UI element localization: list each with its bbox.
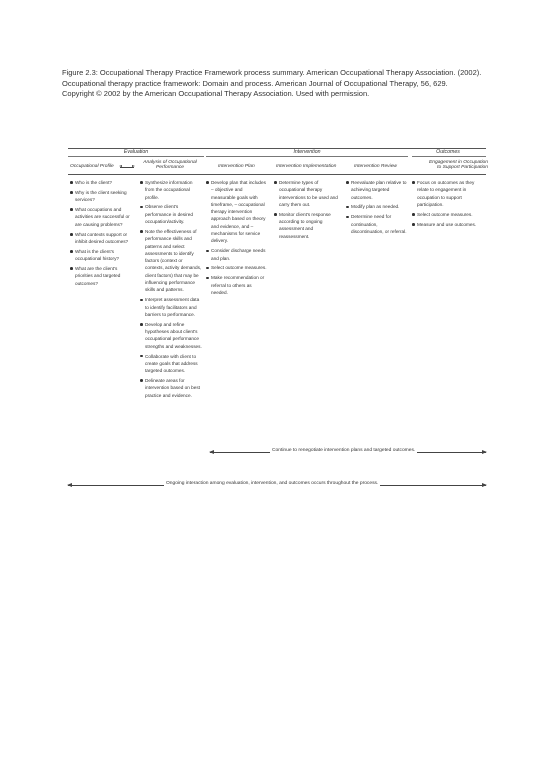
renegotiate-label: Continue to renegotiate intervention plans and targeted outcomes. — [272, 448, 416, 453]
list-item: Determine need for continuation, discontinuation, or referral. — [346, 213, 408, 235]
process-summary-figure — [68, 148, 486, 493]
header-bottom-rule — [68, 174, 486, 175]
list-item: Consider discharge needs and plan. — [206, 247, 268, 262]
renegotiate-arrow — [210, 448, 486, 456]
caption-line-2: Occupational therapy practice framework: Domain and process. American Journal of Occupational Therapy, 56, 629. — [62, 78, 448, 88]
arrowhead-right-icon — [482, 483, 487, 487]
list-item: Observe client's performance in desired occupation/activity. — [140, 203, 202, 225]
ongoing-interaction-arrow — [68, 481, 486, 489]
list-item: Delineate areas for intervention based on best practice and evidence. — [140, 377, 202, 399]
header-intervention-implementation: Intervention Implementation — [276, 164, 337, 169]
ongoing-label: Ongoing interaction among evaluation, intervention, and outcomes occurs throughout the process. — [166, 481, 379, 486]
header-analysis — [134, 160, 206, 171]
list-item: Measure and use outcomes. — [412, 221, 484, 228]
header-analysis-line2: Performance — [156, 165, 184, 171]
list-item: What are the client's priorities and targeted outcomes? — [70, 265, 130, 287]
group-outcomes: Outcomes — [436, 149, 460, 155]
group-intervention: Intervention — [293, 149, 321, 155]
column-occupational-profile — [70, 179, 130, 289]
profile-analysis-arrow — [120, 164, 134, 170]
arrowhead-left-icon — [67, 483, 72, 487]
list-item: Develop and refine hypotheses about client's occupational performance strengths and weaknesses. — [140, 321, 202, 350]
header-intervention-review: Intervention Review — [354, 164, 397, 169]
list-item: Why is the client seeking services? — [70, 189, 130, 204]
list-item: Focus on outcomes as they relate to engagement in occupation to support participation. — [412, 179, 484, 208]
list-item: Interpret assessment data to identify facilitators and barriers to performance. — [140, 296, 202, 318]
caption-line-3: Copyright © 2002 by the American Occupational Therapy Association. Used with permission. — [62, 89, 370, 98]
list-item: Monitor client's response according to ongoing assessment and reassessment. — [274, 211, 340, 240]
column-analysis — [140, 179, 202, 401]
list-item: Who is the client? — [70, 179, 130, 186]
list-item: Develop plan that includes – objective and measurable goals with timeframe, – occupational therapy intervention approach based on theory and evidence, and – mechanisms for service delivery. — [206, 179, 268, 245]
figure-caption — [62, 68, 532, 100]
column-intervention-implementation — [274, 179, 340, 243]
list-item: Note the effectiveness of performance skills and patterns and select assessments to identify factors (context or contexts, activity demands, client factors) that may be influencing performance skills and patterns. — [140, 228, 202, 294]
arrowhead-left-icon — [209, 450, 214, 454]
header-analysis-line1: Analysis of Occupational — [143, 160, 197, 165]
column-intervention-review — [346, 179, 408, 238]
list-item: What contexts support or inhibit desired outcomes? — [70, 231, 130, 246]
list-item: Synthesize information from the occupational profile. — [140, 179, 202, 201]
group-outcomes-rule — [412, 156, 486, 157]
list-item: What occupations and activities are successful or are causing problems? — [70, 206, 130, 228]
column-engagement — [412, 179, 484, 231]
list-item: What is the client's occupational history? — [70, 248, 130, 263]
list-item: Select outcome measures. — [206, 264, 268, 271]
header-occupational-profile: Occupational Profile — [70, 164, 114, 169]
list-item: Collaborate with client to create goals that address targeted outcomes. — [140, 353, 202, 375]
list-item: Determine types of occupational therapy interventions to be used and carry them out. — [274, 179, 340, 208]
arrowhead-right-icon — [482, 450, 487, 454]
group-intervention-rule — [206, 156, 408, 157]
header-engagement-line2: to Support Participation — [437, 165, 488, 171]
list-item: Make recommendation or referral to others as needed. — [206, 274, 268, 296]
list-item: Modify plan as needed. — [346, 203, 408, 210]
group-evaluation: Evaluation — [123, 149, 149, 155]
header-engagement — [410, 160, 488, 171]
list-item: Select outcome measures. — [412, 211, 484, 218]
caption-line-1: Figure 2.3: Occupational Therapy Practice Framework process summary. American Occupational Therapy Association. (2002). — [62, 68, 482, 77]
list-item: Reevaluate plan relative to achieving targeted outcomes. — [346, 179, 408, 201]
column-intervention-plan — [206, 179, 268, 299]
header-intervention-plan: Intervention Plan — [218, 164, 255, 169]
group-evaluation-rule — [68, 156, 204, 157]
header-engagement-line1: Engagement in Occupation — [429, 160, 488, 165]
